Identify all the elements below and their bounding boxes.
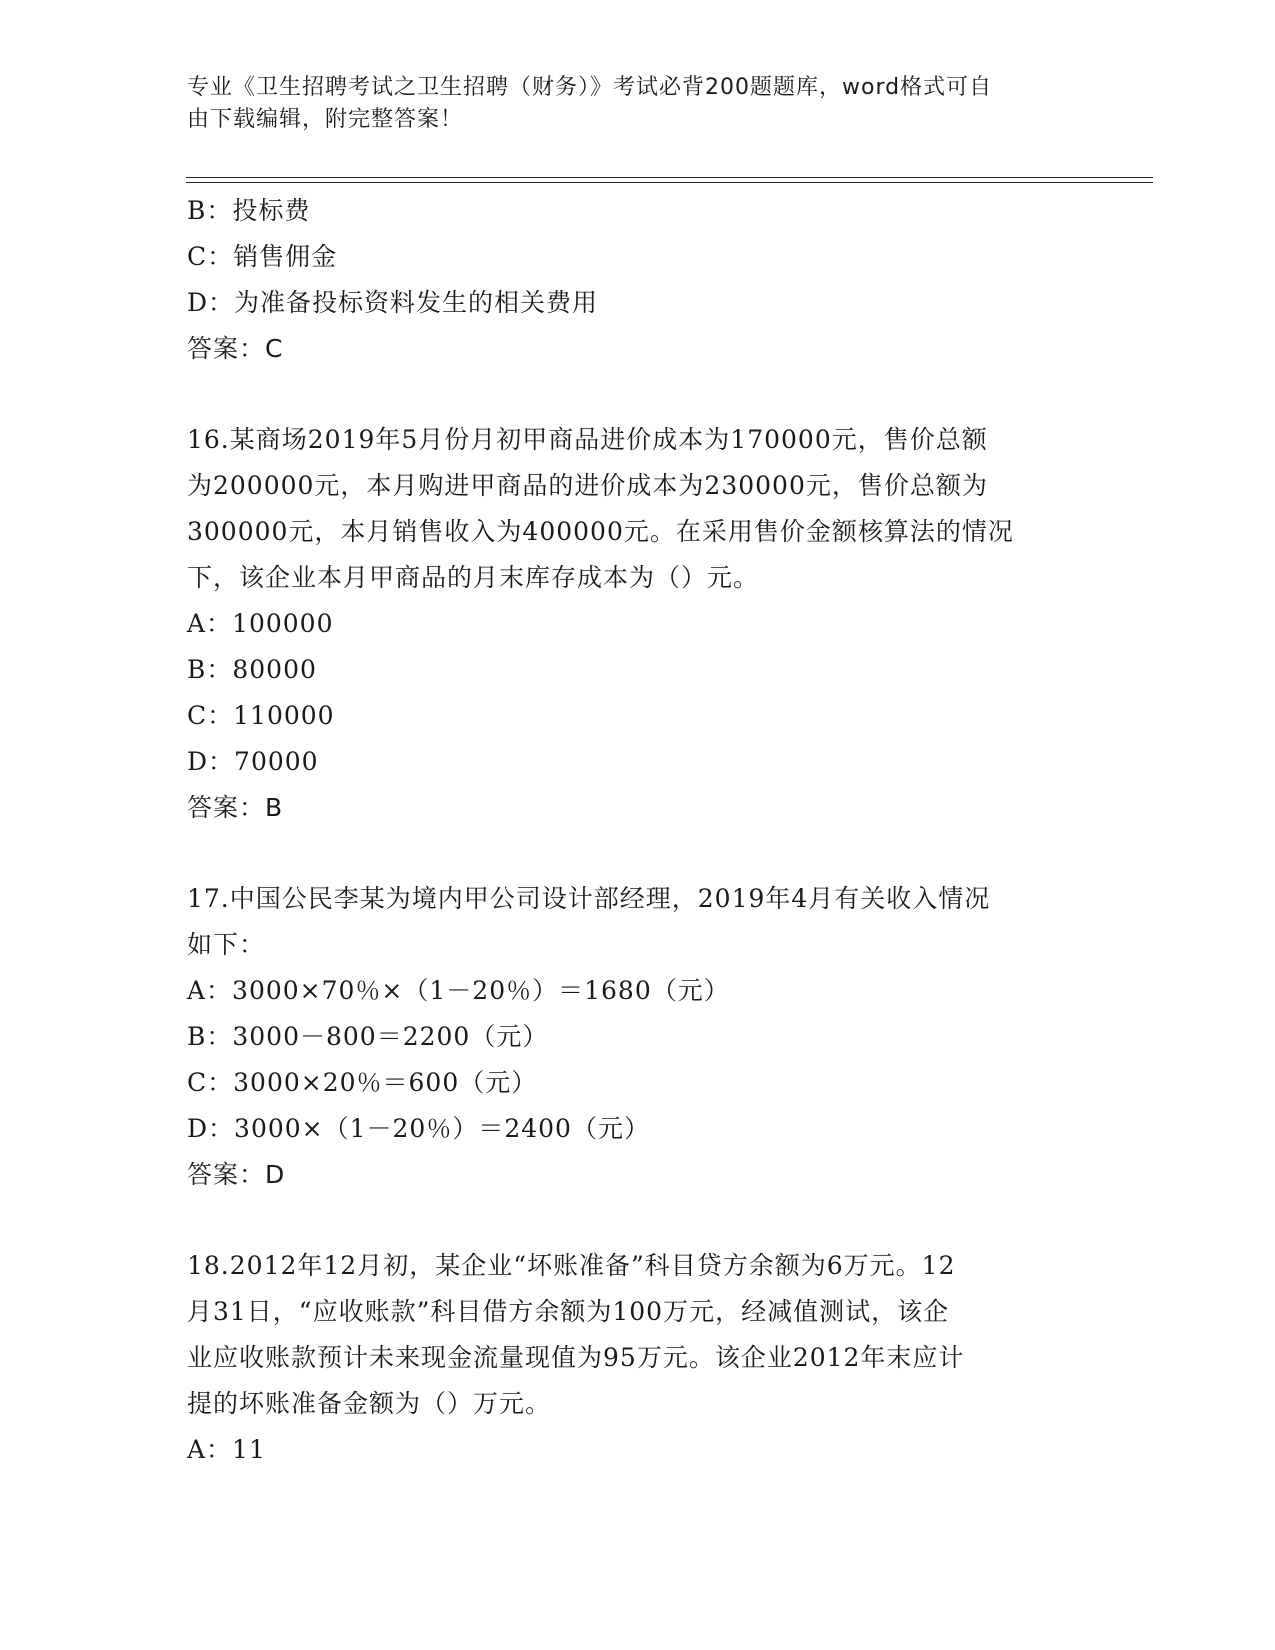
question-stem-line: 300000元，本月销售收入为400000元。在采用售价金额核算法的情况 bbox=[187, 517, 1014, 546]
option-c: C：110000 bbox=[187, 701, 335, 730]
header-divider-bottom bbox=[186, 182, 1153, 183]
question-stem-line: 如下： bbox=[187, 930, 266, 959]
spacer bbox=[187, 1198, 1087, 1243]
option-d: D：3000×（1－20％）＝2400（元） bbox=[187, 1114, 650, 1143]
question-stem-line: 业应收账款预计未来现金流量现值为95万元。该企业2012年末应计 bbox=[187, 1343, 965, 1372]
option-d: D：为准备投标资料发生的相关费用 bbox=[187, 288, 599, 317]
option-b: B：投标费 bbox=[187, 196, 311, 225]
question-stem-line: 月31日，“应收账款”科目借方余额为100万元，经减值测试，该企 bbox=[187, 1297, 950, 1326]
option-b: B：3000－800＝2200（元） bbox=[187, 1022, 549, 1051]
header-line-1: 专业《卫生招聘考试之卫生招聘（财务）》考试必背200题题库，word格式可自 bbox=[187, 75, 993, 100]
option-a: A：100000 bbox=[187, 609, 334, 638]
question-stem-line: 为200000元，本月购进甲商品的进价成本为230000元，售价总额为 bbox=[187, 471, 988, 500]
option-b: B：80000 bbox=[187, 655, 317, 684]
question-stem-line: 下，该企业本月甲商品的月末库存成本为（）元。 bbox=[187, 563, 760, 592]
answer-label: 答案：B bbox=[187, 793, 284, 822]
header-divider-top bbox=[186, 177, 1153, 178]
question-stem-line: 提的坏账准备金额为（）万元。 bbox=[187, 1389, 552, 1418]
option-a: A：3000×70％×（1－20％）＝1680（元） bbox=[187, 976, 730, 1005]
question-17 bbox=[187, 876, 1087, 1198]
spacer bbox=[187, 831, 1087, 876]
question-18 bbox=[187, 1243, 1087, 1473]
answer-label: 答案：D bbox=[187, 1160, 286, 1189]
header-line-2: 由下载编辑，附完整答案！ bbox=[187, 107, 464, 132]
spacer bbox=[187, 372, 1087, 417]
option-a: A：11 bbox=[187, 1435, 266, 1464]
option-c: C：销售佣金 bbox=[187, 242, 338, 271]
question-stem-line: 16.某商场2019年5月份月初甲商品进价成本为170000元，售价总额 bbox=[187, 425, 988, 454]
document-body bbox=[187, 188, 1087, 1473]
question-15 bbox=[187, 188, 1087, 372]
option-c: C：3000×20％＝600（元） bbox=[187, 1068, 538, 1097]
option-d: D：70000 bbox=[187, 747, 319, 776]
question-stem-line: 18.2012年12月初，某企业“坏账准备”科目贷方余额为6万元。12 bbox=[187, 1251, 956, 1280]
document-header bbox=[187, 72, 1067, 136]
question-16 bbox=[187, 417, 1087, 831]
answer-label: 答案：C bbox=[187, 334, 284, 363]
question-stem-line: 17.中国公民李某为境内甲公司设计部经理，2019年4月有关收入情况 bbox=[187, 884, 991, 913]
